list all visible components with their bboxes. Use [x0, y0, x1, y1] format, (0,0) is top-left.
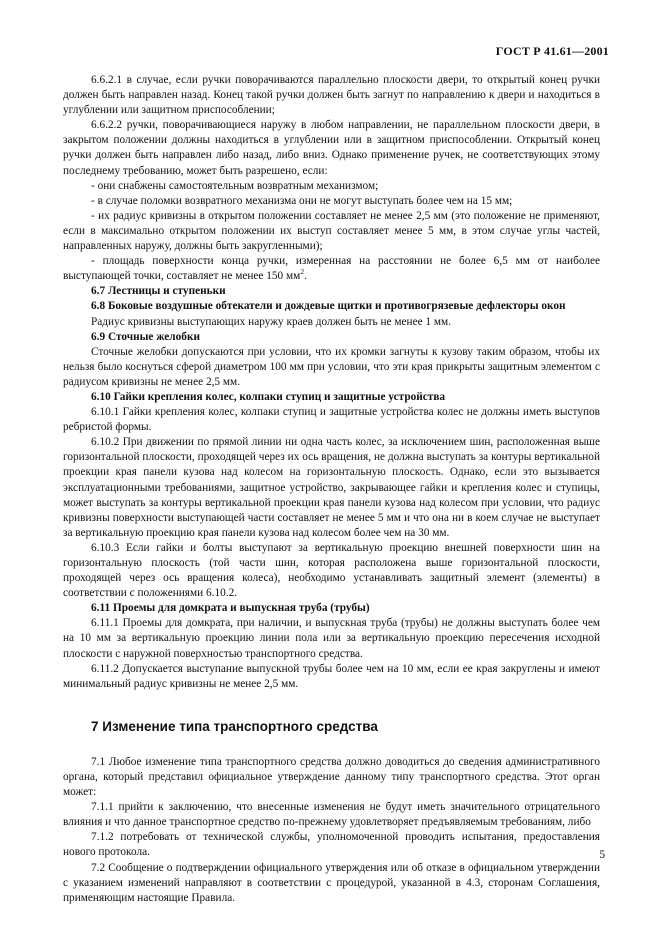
document-body [63, 73, 600, 906]
paragraph-6-11-1: 6.11.1 Проемы для домкрата, при наличии, и выпускная труба (трубы) не должны выступать более чем на 10 мм за вертикальную проекцию линии пола или за вертикальную проекцию пересечения исходной плоскости с наружной поверхностью транспортного средства. [63, 617, 600, 660]
list-item: - они снабжены самостоятельным возвратным механизмом; [91, 179, 379, 192]
paragraph-7-1-2: 7.1.2 потребовать от технической службы, уполномоченной проводить испытания, предоставления нового протокола. [63, 831, 600, 859]
page-number: 5 [599, 849, 605, 861]
paragraph-6-9-text: Сточные желобки допускаются при условии, что их кромки загнуты к кузову таким образом, чтобы их нельзя было коснуться сферой диаметром 100 мм при условии, что эти края прикрыты защитным элементом с радиусом кривизны не менее 2,5 мм. [63, 345, 600, 388]
superscript: 2 [300, 267, 305, 277]
list-item [63, 254, 600, 284]
paragraph-6-10-3: 6.10.3 Если гайки и болты выступают за вертикальную проекцию внешней поверхности шин на горизонтальную плоскость (той части шин, которая расположена выше горизонтальной плоскости, проходящей через ось вращения колеса), необходимо устанавливать защитный элемент (элементы) в соответствии с положениями 6.10.2. [63, 541, 600, 600]
section-7-title: 7 Изменение типа транспортного средства [91, 718, 378, 734]
paragraph-6-6-2-2: 6.6.2.2 ручки, поворачивающиеся наружу в любом направлении, не параллельном плоскости двери, в закрытом положении должны находиться в углублении или в защитном приспособлении. Открытый конец ручки должен быть направлен либо назад, либо вниз. Однако применение ручек, не соответствующих этому последнему требованию, может быть разрешено, если: [63, 119, 600, 177]
paragraph-6-11-2: 6.11.2 Допускается выступание выпускной трубы более чем на 10 мм, если ее края закруглены и имеют минимальный радиус кривизны не менее 2,5 мм. [63, 662, 600, 690]
paragraph-7-1: 7.1 Любое изменение типа транспортного средства должно доводиться до сведения административного органа, который представил официальное утверждение данному типу транспортного средства. Этот орган может: [63, 755, 600, 799]
list-item-text: - площадь поверхности конца ручки, измеренная на расстоянии не более 6,5 мм от наиболее выступающей точки, составляет не менее 150 мм [63, 255, 600, 283]
paragraph-6-8-text: Радиус кривизны выступающих наружу краев должен быть не менее 1 мм. [91, 315, 452, 328]
heading-6-8: 6.8 Боковые воздушные обтекатели и дождевые щитки и противогрязевые дефлекторы окон [91, 300, 566, 313]
list-item-end: . [304, 270, 307, 283]
heading-6-10: 6.10 Гайки крепления колес, колпаки ступиц и защитные устройства [91, 390, 446, 403]
heading-6-7: 6.7 Лестницы и ступеньки [91, 285, 226, 298]
paragraph-7-1-1: 7.1.1 прийти к заключению, что внесенные изменения не будут иметь значительного отрицательного влияния и что данное транспортное средство по-прежнему удовлетворяет предъявляемым требованиям, либо [63, 801, 600, 829]
paragraph-7-2: 7.2 Сообщение о подтверждении официального утверждения или об отказе в официальном утверждении с указанием изменений направляют в соответствии с процедурой, указанной в 4.3, сторонам Соглашения, применяющим настоящие Правила. [63, 861, 600, 904]
paragraph-6-10-2: 6.10.2 При движении по прямой линии ни одна часть колес, за исключением шин, расположенная выше горизонтальной плоскости, проходящей через их ось вращения, не должна выступать за контуры вертикальной проекции края панели кузова над колесом на горизонтальную плоскость. Однако, если это вызывается эксплуатационными требованиями, защитное устройство, закрывающее гайки и крепления колес и ступицы, может выступать за контуры вертикальной проекции края панели кузова над колесом при условии, что радиус кривизны поверхности выступающей части составляет не менее 5 мм и что она ни в коем случае не выступает за вертикальную проекцию края панели кузова над колесом более чем на 30 мм. [63, 436, 600, 539]
paragraph-6-6-2-1: 6.6.2.1 в случае, если ручки поворачиваются параллельно плоскости двери, то открытый конец ручки должен быть направлен назад. Конец такой ручки должен быть загнут по направлению к двери и находиться в углублении или защитном приспособлении; [63, 74, 600, 117]
list-item: - их радиус кривизны в открытом положении составляет не менее 2,5 мм (это положение не применяют, если в максимально открытом положении их выступ составляет менее 5 мм, в этом случае углы частей, направленных наружу, должны быть закругленными); [63, 209, 600, 253]
heading-6-9: 6.9 Сточные желобки [91, 330, 200, 343]
list-item: - в случае поломки возвратного механизма они не могут выступать более чем на 15 мм; [91, 194, 513, 207]
heading-6-11: 6.11 Проемы для домкрата и выпускная труба (трубы) [91, 602, 370, 615]
document-code-header: ГОСТ Р 41.61—2001 [495, 44, 609, 58]
paragraph-6-10-1: 6.10.1 Гайки крепления колес, колпаки ступиц и защитные устройства колес не должны иметь выступов ребристой формы. [63, 406, 600, 434]
